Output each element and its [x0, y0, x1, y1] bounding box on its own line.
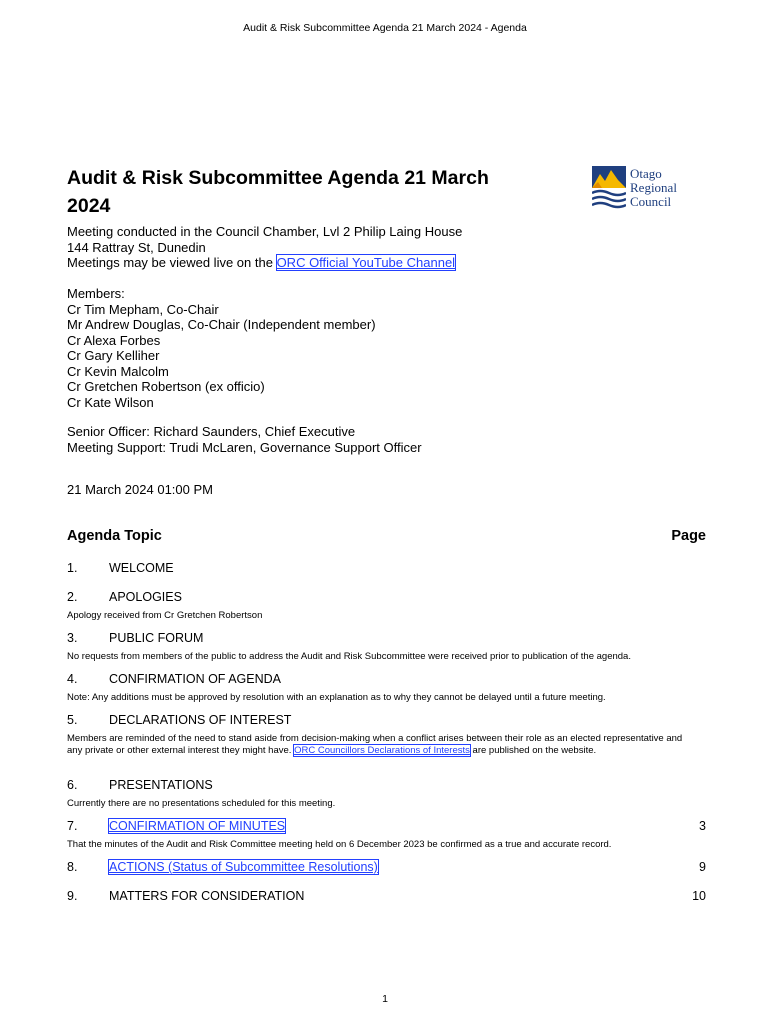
venue-block	[67, 224, 707, 271]
agenda-item-number: 4.	[67, 672, 78, 686]
declarations-note-suffix: are published on the website.	[469, 744, 597, 756]
agenda-item-number: 6.	[67, 778, 78, 792]
venue-line-3-text: Meetings may be viewed live on the	[67, 255, 277, 270]
member-item: Cr Gretchen Robertson (ex officio)	[67, 379, 265, 394]
meeting-datetime: 21 March 2024 01:00 PM	[67, 482, 213, 497]
member-item: Cr Tim Mepham, Co-Chair	[67, 301, 219, 317]
title-line-1: Audit & Risk Subcommittee Agenda 21 March	[67, 167, 489, 189]
members-heading: Members:	[67, 286, 125, 301]
agenda-item-title: APOLOGIES	[109, 590, 182, 604]
orc-logo	[592, 166, 702, 214]
agenda-item-number: 1.	[67, 561, 78, 575]
venue-line-3	[67, 255, 707, 271]
agenda-item-title: CONFIRMATION OF AGENDA	[109, 672, 281, 686]
agenda-item-title: WELCOME	[109, 561, 174, 575]
agenda-item-note: No requests from members of the public to address the Audit and Risk Subcommittee were received prior to publication of the agenda.	[67, 651, 631, 662]
orc-logo-mark-icon	[592, 166, 626, 212]
logo-line-2: Regional	[630, 180, 677, 195]
member-item: Cr Gary Kelliher	[67, 348, 160, 363]
confirmation-of-minutes-link[interactable]: CONFIRMATION OF MINUTES	[109, 819, 286, 833]
agenda-item-note: Apology received from Cr Gretchen Robertson	[67, 610, 263, 621]
logo-line-3: Council	[630, 194, 672, 209]
agenda-item-number: 5.	[67, 713, 78, 727]
officers-block	[67, 424, 707, 455]
member-item: Cr Alexa Forbes	[67, 332, 161, 348]
agenda-item-title: PRESENTATIONS	[109, 778, 213, 792]
title-line-2: 2024	[67, 195, 111, 217]
agenda-item-note: Note: Any additions must be approved by resolution with an explanation as to why they cannot be delayed until a future meeting.	[67, 692, 606, 703]
declarations-of-interests-link[interactable]: ORC Councillors Declarations of Interests	[294, 744, 470, 756]
declarations-note-text: Members are reminded of the need to stand aside from decision-making when a conflict arises between their role as an elected representative and any private or other external interest they might have.	[67, 733, 683, 756]
agenda-header	[67, 528, 706, 544]
agenda-item-number: 8.	[67, 860, 78, 874]
venue-line-2: 144 Rattray St, Dunedin	[67, 239, 206, 255]
agenda-item-note: That the minutes of the Audit and Risk Committee meeting held on 6 December 2023 be confirmed as a true and accurate record.	[67, 839, 612, 850]
page-title	[67, 164, 567, 220]
agenda-item-note	[67, 733, 697, 756]
member-item: Cr Kevin Malcolm	[67, 363, 169, 379]
youtube-channel-link[interactable]: ORC Official YouTube Channel	[276, 255, 456, 270]
agenda-item-title: DECLARATIONS OF INTEREST	[109, 713, 292, 727]
logo-line-1: Otago	[630, 166, 662, 181]
venue-line-1: Meeting conducted in the Council Chamber, Lvl 2 Philip Laing House	[67, 224, 463, 239]
agenda-item-number: 9.	[67, 889, 78, 903]
agenda-item-number: 7.	[67, 819, 78, 833]
member-item: Mr Andrew Douglas, Co-Chair (Independent member)	[67, 317, 376, 332]
senior-officer: Senior Officer: Richard Saunders, Chief Executive	[67, 424, 356, 439]
members-block	[67, 286, 707, 410]
agenda-item-page: 3	[699, 819, 706, 833]
orc-logo-text	[630, 167, 677, 209]
agenda-item-number: 2.	[67, 590, 78, 604]
agenda-item-note: Currently there are no presentations scheduled for this meeting.	[67, 798, 336, 809]
member-item: Cr Kate Wilson	[67, 394, 154, 410]
agenda-item-page: 10	[692, 889, 706, 903]
agenda-item-title: MATTERS FOR CONSIDERATION	[109, 889, 305, 903]
page-number: 1	[382, 993, 388, 1005]
actions-status-link[interactable]: ACTIONS (Status of Subcommittee Resolutions)	[109, 860, 378, 874]
agenda-item-number: 3.	[67, 631, 78, 645]
agenda-item-title: PUBLIC FORUM	[109, 631, 204, 645]
agenda-page-header: Page	[671, 528, 706, 544]
meeting-support: Meeting Support: Trudi McLaren, Governance Support Officer	[67, 439, 422, 455]
running-header: Audit & Risk Subcommittee Agenda 21 March 2024 - Agenda	[243, 22, 527, 34]
agenda-item-page: 9	[699, 860, 706, 874]
agenda-topic-header: Agenda Topic	[67, 528, 162, 544]
